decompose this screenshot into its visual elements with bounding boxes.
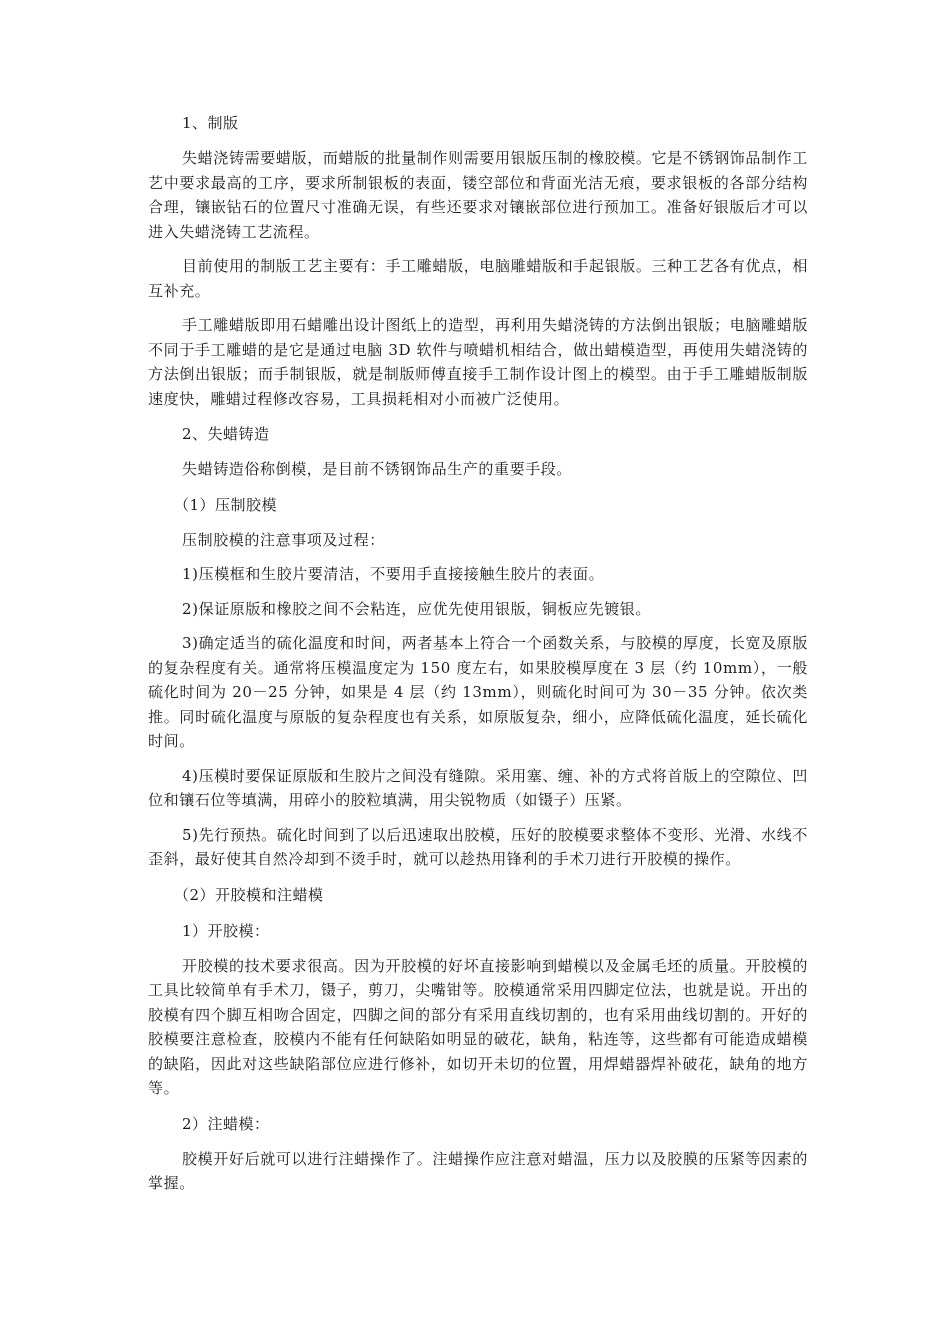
list-item-press-5: 5)先行预热。硫化时间到了以后迅速取出胶模，压好的胶模要求整体不变形、光滑、水线不歪斜，最好使其自然冷却到不烫手时，就可以趁热用锋利的手术刀进行开胶模的操作。 <box>148 825 808 868</box>
document-page <box>148 110 808 1206</box>
list-item-press-2: 2)保证原版和橡胶之间不会粘连，应优先使用银版，铜板应先镀银。 <box>182 599 651 618</box>
list-item-press-4: 4)压模时要保证原版和生胶片之间没有缝隙。采用塞、缠、补的方式将首版上的空隙位、凹位和镶石位等填满，用碎小的胶粒填满，用尖锐物质（如镊子）压紧。 <box>148 766 808 809</box>
subheading-open-mold-inject-wax: （2）开胶模和注蜡模 <box>174 885 324 904</box>
section-heading-plate-making: 1、制版 <box>182 114 239 132</box>
list-item-press-3: 3)确定适当的硫化温度和时间，两者基本上符合一个函数关系，与胶模的厚度，长宽及原版的复杂程度有关。通常将压模温度定为 150 度左右，如果胶模厚度在 3 层（约 10mm），一般硫化时间为 20－25 分钟，如果是 4 层（约 13mm），则硫化时间可为 30－35 分钟。依次类推。同时硫化温度与原版的复杂程度也有关系，如原版复杂，细小，应降低硫化温度，延长硫化时间。 <box>148 634 808 750</box>
paragraph-open-mold: 开胶模的技术要求很高。因为开胶模的好坏直接影响到蜡模以及金属毛坯的质量。开胶模的工具比较简单有手术刀，镊子，剪刀，尖嘴钳等。胶模通常采用四脚定位法，也就是说。开出的胶模有四个脚互相吻合固定，四脚之间的部分有采用直线切割的，也有采用曲线切割的。开好的胶模要注意检查，胶模内不能有任何缺陷如明显的破花，缺角，粘连等，这些都有可能造成蜡模的缺陷，因此对这些缺陷部位应进行修补，如切开未切的位置，用焊蜡器焊补破花，缺角的地方等。 <box>148 956 808 1097</box>
paragraph-plate-process-details: 手工雕蜡版即用石蜡雕出设计图纸上的造型，再利用失蜡浇铸的方法倒出银版；电脑雕蜡版不同于手工雕蜡的是它是通过电脑 3D 软件与喷蜡机相结合，做出蜡模造型，再使用失蜡浇铸的方法倒出银版；而手制银版，就是制版师傅直接手工制作设计图上的模型。由于手工雕蜡版制版速度快，雕蜡过程修改容易，工具损耗相对小而被广泛使用。 <box>148 316 808 408</box>
paragraph-press-mold-intro: 压制胶模的注意事项及过程： <box>182 530 385 549</box>
paragraph-inject-wax: 胶模开好后就可以进行注蜡操作了。注蜡操作应注意对蜡温，压力以及胶膜的压紧等因素的掌握。 <box>148 1149 808 1192</box>
subheading-inject-wax: 2）注蜡模： <box>182 1114 270 1133</box>
subheading-open-mold: 1）开胶模： <box>182 921 270 940</box>
list-item-press-1: 1)压模框和生胶片要清洁，不要用手直接接触生胶片的表面。 <box>182 565 605 583</box>
subheading-press-rubber-mold: （1）压制胶模 <box>174 495 278 514</box>
paragraph-wax-plate-intro: 失蜡浇铸需要蜡版，而蜡版的批量制作则需要用银版压制的橡胶模。它是不锈钢饰品制作工艺中要求最高的工序，要求所制银板的表面，镂空部位和背面光洁无痕，要求银板的各部分结构合理，镶嵌钻石的位置尺寸准确无误，有些还要求对镶嵌部位进行预加工。准备好银版后才可以进入失蜡浇铸工艺流程。 <box>148 149 808 241</box>
paragraph-plate-processes: 目前使用的制版工艺主要有：手工雕蜡版，电脑雕蜡版和手起银版。三种工艺各有优点，相互补充。 <box>148 257 808 300</box>
paragraph-casting-intro: 失蜡铸造俗称倒模，是目前不锈钢饰品生产的重要手段。 <box>182 460 573 478</box>
section-heading-lost-wax-casting: 2、失蜡铸造 <box>182 425 270 443</box>
